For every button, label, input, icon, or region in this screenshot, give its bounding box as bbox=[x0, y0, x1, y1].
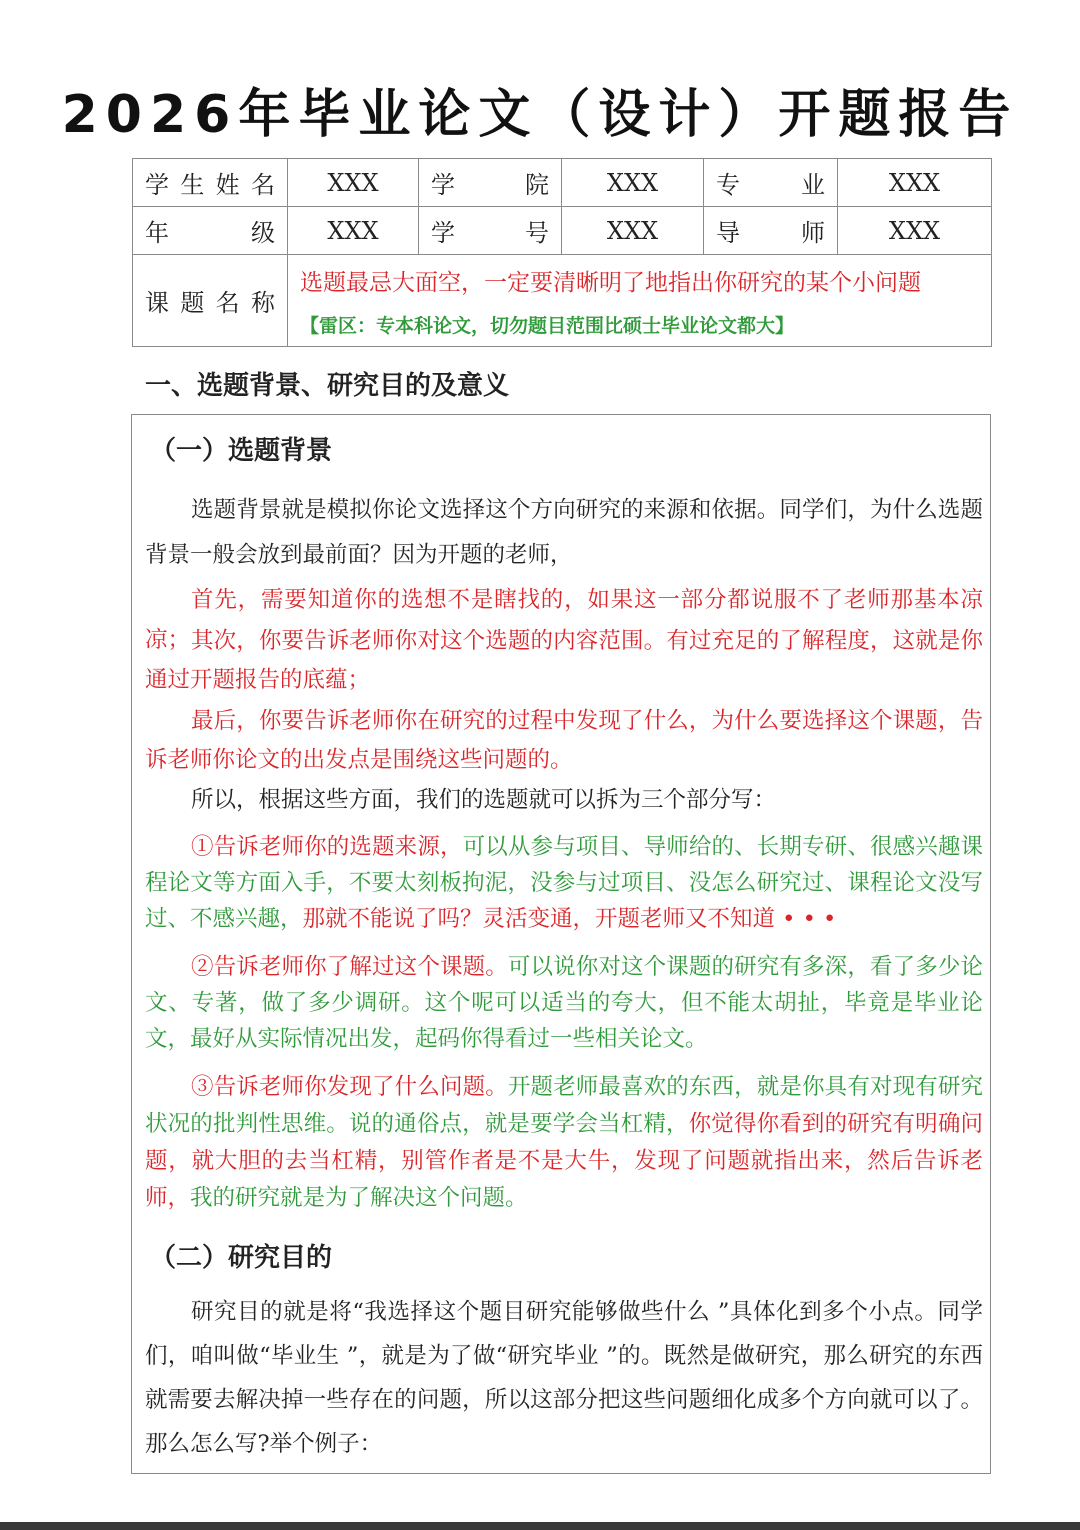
value-student-name: XXX bbox=[288, 159, 419, 207]
bottom-bar bbox=[0, 1522, 1080, 1530]
value-college: XXX bbox=[562, 159, 704, 207]
label-grade: 年级 bbox=[133, 207, 288, 255]
list-item-understanding bbox=[145, 949, 983, 1057]
label-student-name: 学生姓名 bbox=[133, 159, 288, 207]
item-source-lead: ①告诉老师你的选题来源， bbox=[191, 834, 463, 860]
item-source-tail: 那就不能说了吗？灵活变通，开题老师又不知道 • • • bbox=[302, 906, 837, 932]
label-student-id: 学号 bbox=[419, 207, 562, 255]
table-row bbox=[133, 159, 992, 207]
label-topic-name: 课题名称 bbox=[133, 255, 288, 347]
list-item-problem bbox=[145, 1069, 983, 1217]
item-understanding-lead: ②告诉老师你了解过这个课题。 bbox=[191, 954, 508, 980]
paragraph-second: 其次，你要告诉老师你对这个选题的内容范围。有过充足的了解程度，这就是你通过开题报告的底蕴； bbox=[145, 628, 983, 693]
topic-main-text: 选题最忌大面空，一定要清晰明了地指出你研究的某个小问题 bbox=[300, 269, 921, 296]
item-problem-lead: ③告诉老师你发现了什么问题。 bbox=[191, 1074, 508, 1100]
info-table bbox=[132, 158, 992, 347]
value-grade: XXX bbox=[288, 207, 419, 255]
subheading-purpose: （二）研究目的 bbox=[150, 1243, 333, 1273]
value-advisor: XXX bbox=[838, 207, 992, 255]
list-item-source bbox=[145, 829, 983, 937]
section-heading: 一、选题背景、研究目的及意义 bbox=[145, 371, 510, 401]
subheading-background: （一）选题背景 bbox=[150, 436, 333, 466]
topic-warning-note: 【雷区：专本科论文，切勿题目范围比硕士毕业论文都大】 bbox=[300, 314, 795, 337]
paragraph-third: 最后，你要告诉老师你在研究的过程中发现了什么，为什么要选择这个课题，告诉老师你论文的出发点是围绕这些问题的。 bbox=[145, 708, 983, 773]
paragraph-summary: 所以，根据这些方面，我们的选题就可以拆为三个部分写： bbox=[191, 787, 777, 813]
label-advisor: 导师 bbox=[704, 207, 838, 255]
table-row bbox=[133, 255, 992, 347]
label-major: 专业 bbox=[704, 159, 838, 207]
label-college: 学院 bbox=[419, 159, 562, 207]
paragraph-intro: 选题背景就是模拟你论文选择这个方向研究的来源和依据。同学们，为什么选题背景一般会放到最前面？因为开题的老师， bbox=[145, 497, 983, 568]
item-source-body: 可以从参与项目、导师给的、长期专研、很感兴趣课程论文等方面入手，不要太刻板拘泥，没参与过项目、没怎么研究过、课程论文没写过、不感兴趣， bbox=[145, 834, 983, 932]
paragraph-first: 首先，需要知道你的选想不是瞎找的，如果这一部分都说服不了老师那基本凉凉； bbox=[145, 587, 983, 653]
topic-cell bbox=[288, 255, 992, 347]
item-problem-tail: 我的研究就是为了解决这个问题。 bbox=[190, 1185, 528, 1211]
paragraph-purpose: 研究目的就是将“我选择这个题目研究能够做些什么 ”具体化到多个小点。同学们，咱叫做“毕业生 ”，就是为了做“研究毕业 ”的。既然是做研究，那么研究的东西就需要去解决掉一些存在的问题，所以这部分把这些问题细化成多个方向就可以了。那么怎么写?举个例子： bbox=[145, 1299, 983, 1457]
item-understanding-body: 可以说你对这个课题的研究有多深，看了多少论文、专著，做了多少调研。这个呢可以适当的夸大，但不能太胡扯，毕竟是毕业论文，最好从实际情况出发，起码你得看过一些相关论文。 bbox=[145, 954, 983, 1052]
page-title: 2026年毕业论文（设计）开题报告 bbox=[61, 85, 1019, 145]
value-major: XXX bbox=[838, 159, 992, 207]
item-problem-bold: 你觉得你看到的研究有明确问题，就大胆的去当杠精，别管作者是不是大牛，发现了问题就指出来，然后告诉老师， bbox=[145, 1111, 983, 1211]
value-student-id: XXX bbox=[562, 207, 704, 255]
item-problem-body: 开题老师最喜欢的东西，就是你具有对现有研究状况的批判性思维。说的通俗点，就是要学会当杠精， bbox=[145, 1074, 983, 1137]
table-row bbox=[133, 207, 992, 255]
